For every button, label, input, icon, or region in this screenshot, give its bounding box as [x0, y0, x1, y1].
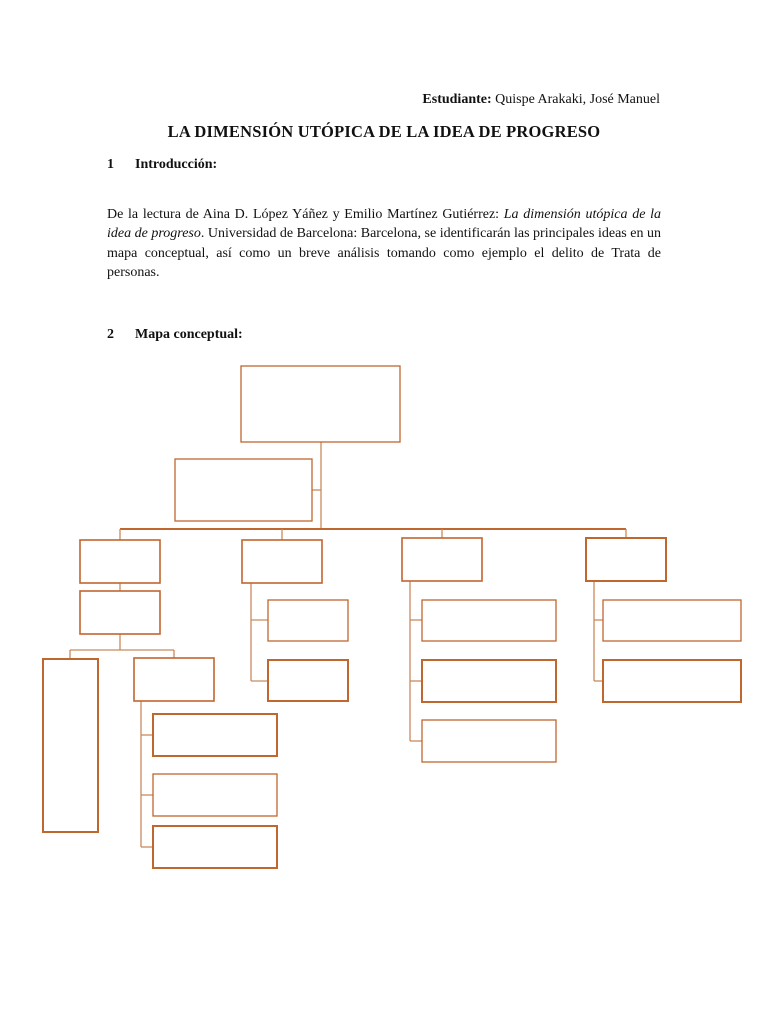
concept-box — [586, 538, 666, 581]
section-title: Introducción: — [135, 157, 218, 172]
concept-box — [153, 774, 277, 816]
concept-box — [603, 600, 741, 641]
concept-box — [422, 600, 556, 641]
concept-box — [603, 660, 741, 702]
concept-box — [422, 660, 556, 702]
intro-text-part: De la lectura de Aina D. López Yáñez y Emilio Martínez Gutiérrez: — [107, 207, 504, 222]
concept-box — [402, 538, 482, 581]
intro-text-part: . Universidad de Barcelona: Barcelona, se identificarán las principales ideas en un mapa conceptual, así como un breve análisis tomando como ejemplo el delito de Trata de personas. — [107, 226, 662, 281]
concept-box-root — [241, 366, 400, 442]
concept-box — [268, 660, 348, 701]
concept-box — [153, 826, 277, 868]
concept-box — [134, 658, 214, 701]
section-number: 2 — [107, 327, 114, 342]
concept-box — [242, 540, 322, 583]
concept-box — [175, 459, 312, 521]
student-name: Quispe Arakaki, José Manuel — [491, 92, 660, 107]
concept-box — [153, 714, 277, 756]
section-title: Mapa conceptual: — [135, 327, 243, 342]
concept-box — [43, 659, 98, 832]
page-title: LA DIMENSIÓN UTÓPICA DE LA IDEA DE PROGRESO — [167, 122, 601, 141]
concept-box — [268, 600, 348, 641]
concept-box — [422, 720, 556, 762]
student-label: Estudiante: — [422, 92, 492, 107]
intro-book-title: La dimensión utópica de la idea de progreso — [107, 207, 661, 242]
concept-box — [80, 591, 160, 634]
concept-box — [80, 540, 160, 583]
section-number: 1 — [107, 157, 114, 172]
